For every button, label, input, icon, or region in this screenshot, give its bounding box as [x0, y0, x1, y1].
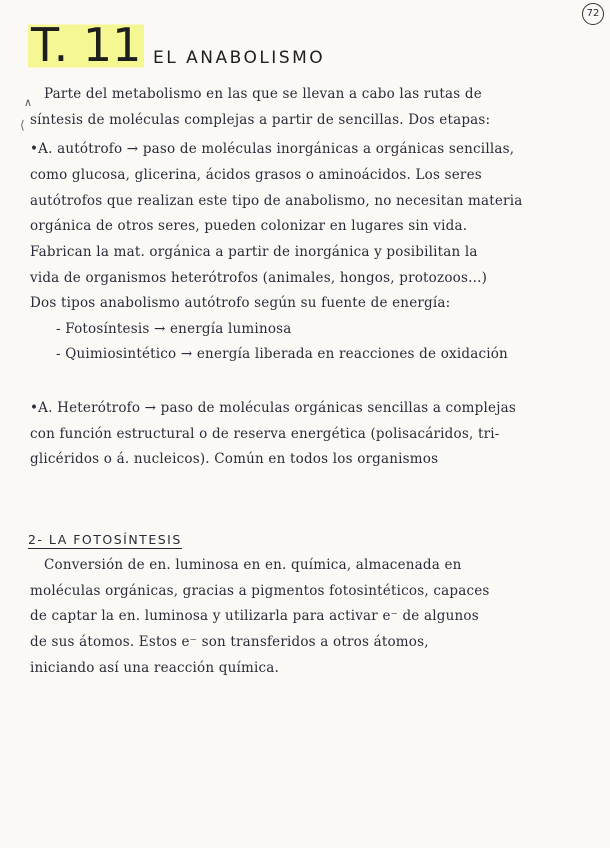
unit-title	[28, 18, 144, 72]
fotosintesis-line: Conversión de en. luminosa en en. química, almacenada en	[44, 557, 462, 573]
fotosintesis-line: de sus átomos. Estos e⁻ son transferidos a otros átomos,	[30, 634, 429, 650]
page-number: 72	[582, 3, 604, 25]
intro-line: Parte del metabolismo en las que se llevan a cabo las rutas de	[44, 86, 482, 102]
autotrofo-bullet-fotosintesis: - Fotosíntesis → energía luminosa	[56, 321, 292, 337]
heterotrofo-line: glicéridos o á. nucleicos). Común en todos los organismos	[30, 451, 439, 467]
autotrofo-line: autótrofos que realizan este tipo de anabolismo, no necesitan materia	[30, 193, 523, 209]
autotrofo-line: Dos tipos anabolismo autótrofo según su fuente de energía:	[30, 295, 451, 311]
autotrofo-line: vida de organismos heterótrofos (animales, hongos, protozoos...)	[30, 270, 488, 286]
section-title-fotosintesis: 2- LA FOTOSÍNTESIS	[28, 532, 182, 547]
heterotrofo-line: •A. Heterótrofo → paso de moléculas orgánicas sencillas a complejas	[30, 400, 516, 416]
fotosintesis-line: moléculas orgánicas, gracias a pigmentos fotosintéticos, capaces	[30, 583, 490, 599]
autotrofo-line: como glucosa, glicerina, ácidos grasos o aminoácidos. Los seres	[30, 167, 482, 183]
brace-mark-icon: ⟨	[20, 118, 25, 132]
fotosintesis-line: de captar la en. luminosa y utilizarla para activar e⁻ de algunos	[30, 608, 479, 624]
autotrofo-line: orgánica de otros seres, pueden colonizar en lugares sin vida.	[30, 218, 468, 234]
margin-mark-icon: ∧	[24, 96, 33, 109]
autotrofo-bullet-quimiosintesis: - Quimiosintético → energía liberada en reacciones de oxidación	[56, 346, 508, 362]
unit-number-highlighted: T. 11	[28, 18, 144, 72]
autotrofo-line: Fabrican la mat. orgánica a partir de inorgánica y posibilitan la	[30, 244, 478, 260]
intro-line: síntesis de moléculas complejas a partir de sencillas. Dos etapas:	[30, 112, 491, 128]
autotrofo-line: •A. autótrofo → paso de moléculas inorgánicas a orgánicas sencillas,	[30, 141, 515, 157]
page-title: EL ANABOLISMO	[153, 48, 326, 68]
fotosintesis-line: iniciando así una reacción química.	[30, 660, 280, 676]
heterotrofo-line: con función estructural o de reserva energética (polisacáridos, tri-	[30, 426, 500, 442]
